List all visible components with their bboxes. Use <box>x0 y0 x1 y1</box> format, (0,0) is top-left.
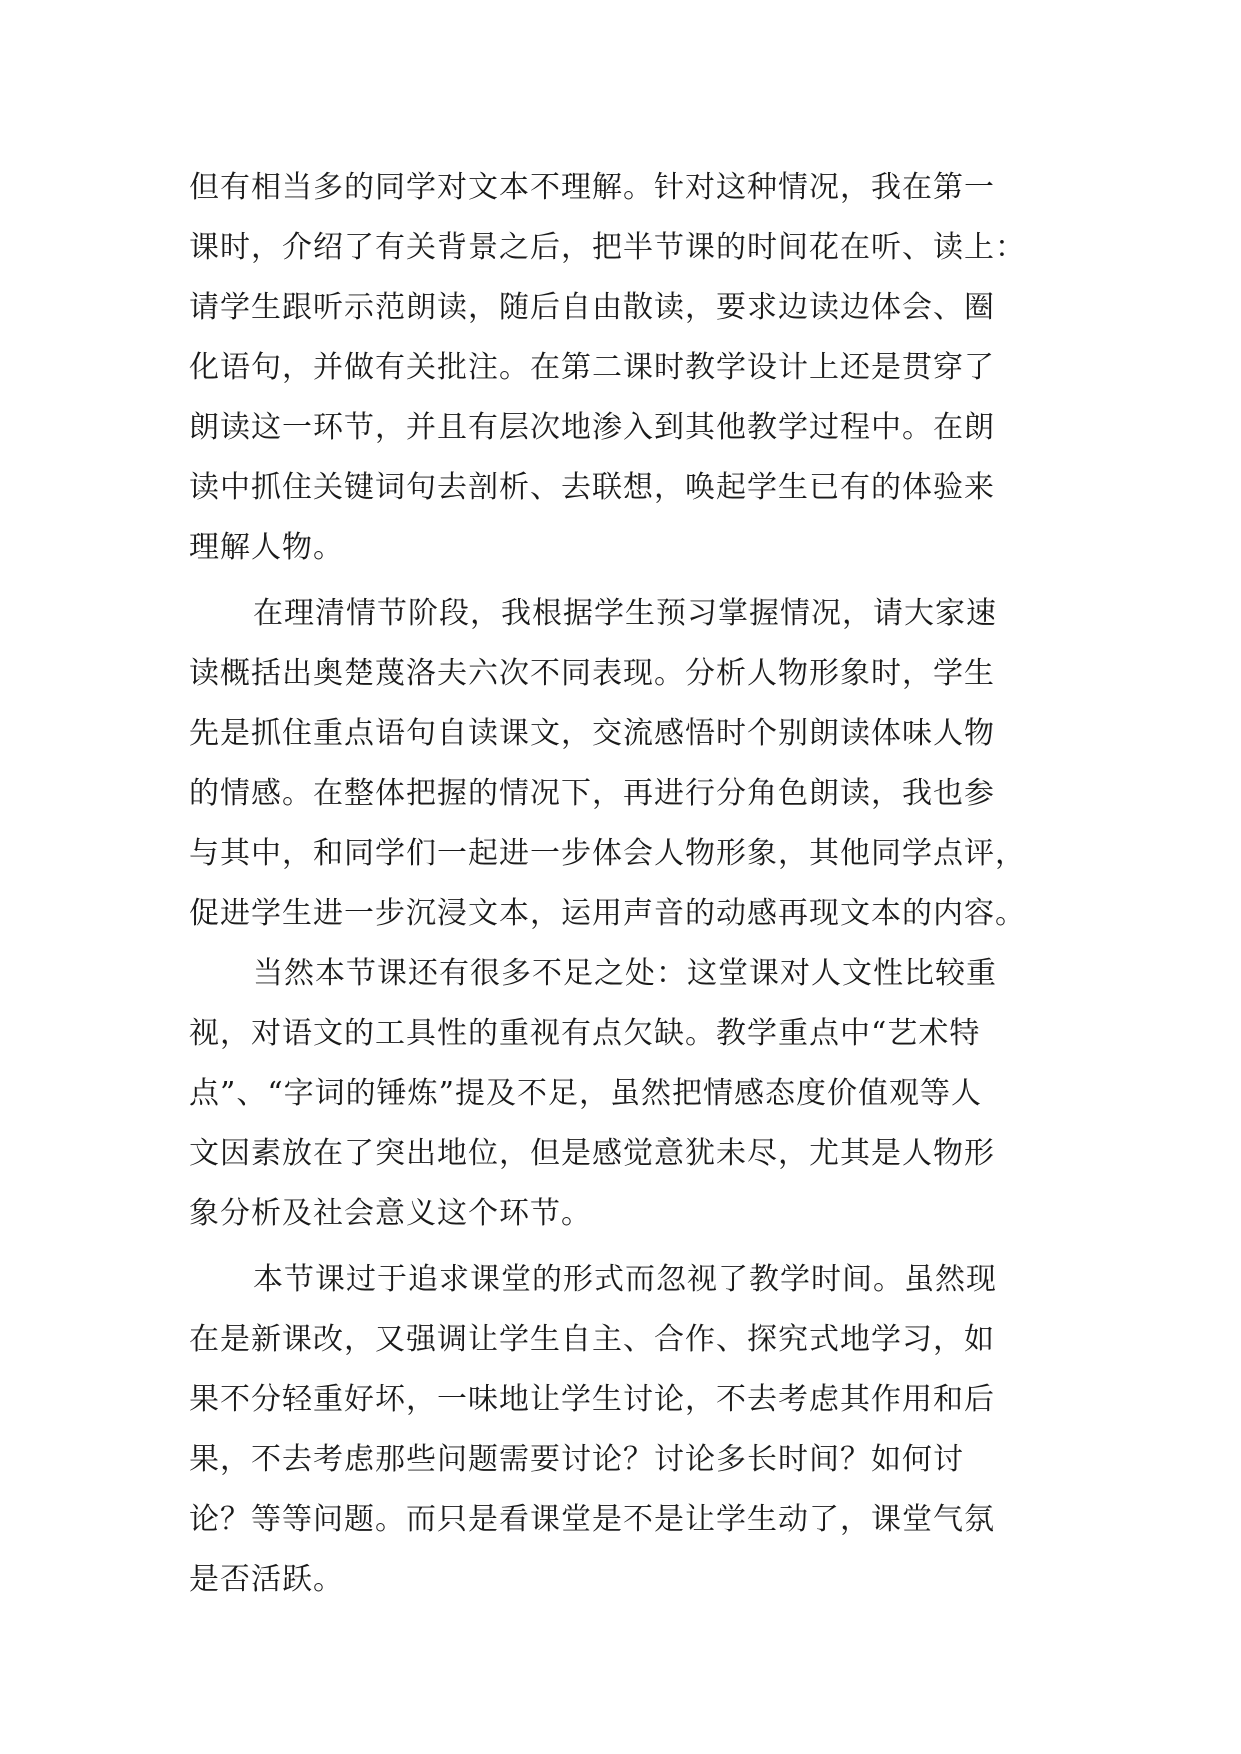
text-line: 读中抓住关键词句去剖析、去联想，唤起学生已有的体验来 <box>189 470 995 505</box>
paragraph-2 <box>189 584 1069 944</box>
text-line: 化语句，并做有关批注。在第二课时教学设计上还是贯穿了 <box>189 350 995 385</box>
text-line: 与其中，和同学们一起进一步体会人物形象，其他同学点评， <box>189 836 1026 871</box>
paragraph-4 <box>189 1250 1069 1610</box>
text-line: 当然本节课还有很多不足之处：这堂课对人文性比较重 <box>253 956 997 991</box>
text-line: 促进学生进一步沉浸文本，运用声音的动感再现文本的内容。 <box>189 896 1026 931</box>
document-body <box>189 158 1069 1610</box>
text-line: 在理清情节阶段，我根据学生预习掌握情况，请大家速 <box>253 596 997 631</box>
text-line: 文因素放在了突出地位，但是感觉意犹未尽，尤其是人物形 <box>189 1136 995 1171</box>
paragraph-1 <box>189 158 1069 578</box>
text-line: 的情感。在整体把握的情况下，再进行分角色朗读，我也参 <box>189 776 995 811</box>
text-line: 但有相当多的同学对文本不理解。针对这种情况，我在第一 <box>189 170 995 205</box>
text-line: 本节课过于追求课堂的形式而忽视了教学时间。虽然现 <box>253 1262 997 1297</box>
text-line: 在是新课改，又强调让学生自主、合作、探究式地学习，如 <box>189 1322 995 1357</box>
text-line: 请学生跟听示范朗读，随后自由散读，要求边读边体会、圈 <box>189 290 995 325</box>
text-line: 理解人物。 <box>189 530 344 565</box>
text-line: 是否活跃。 <box>189 1562 344 1597</box>
text-line: 读概括出奥楚蔑洛夫六次不同表现。分析人物形象时，学生 <box>189 656 995 691</box>
text-line: 论？等等问题。而只是看课堂是不是让学生动了，课堂气氛 <box>189 1502 995 1537</box>
text-line: 课时，介绍了有关背景之后，把半节课的时间花在听、读上： <box>189 230 1026 265</box>
text-line: 视，对语文的工具性的重视有点欠缺。教学重点中“艺术特 <box>189 1016 981 1051</box>
paragraph-3 <box>189 944 1069 1244</box>
text-line: 点”、“字词的锤炼”提及不足，虽然把情感态度价值观等人 <box>189 1076 983 1111</box>
text-line: 象分析及社会意义这个环节。 <box>189 1196 592 1231</box>
text-line: 先是抓住重点语句自读课文，交流感悟时个别朗读体味人物 <box>189 716 995 751</box>
text-line: 果，不去考虑那些问题需要讨论？讨论多长时间？如何讨 <box>189 1442 964 1477</box>
text-line: 朗读这一环节，并且有层次地渗入到其他教学过程中。在朗 <box>189 410 995 445</box>
text-line: 果不分轻重好坏，一味地让学生讨论，不去考虑其作用和后 <box>189 1382 995 1417</box>
